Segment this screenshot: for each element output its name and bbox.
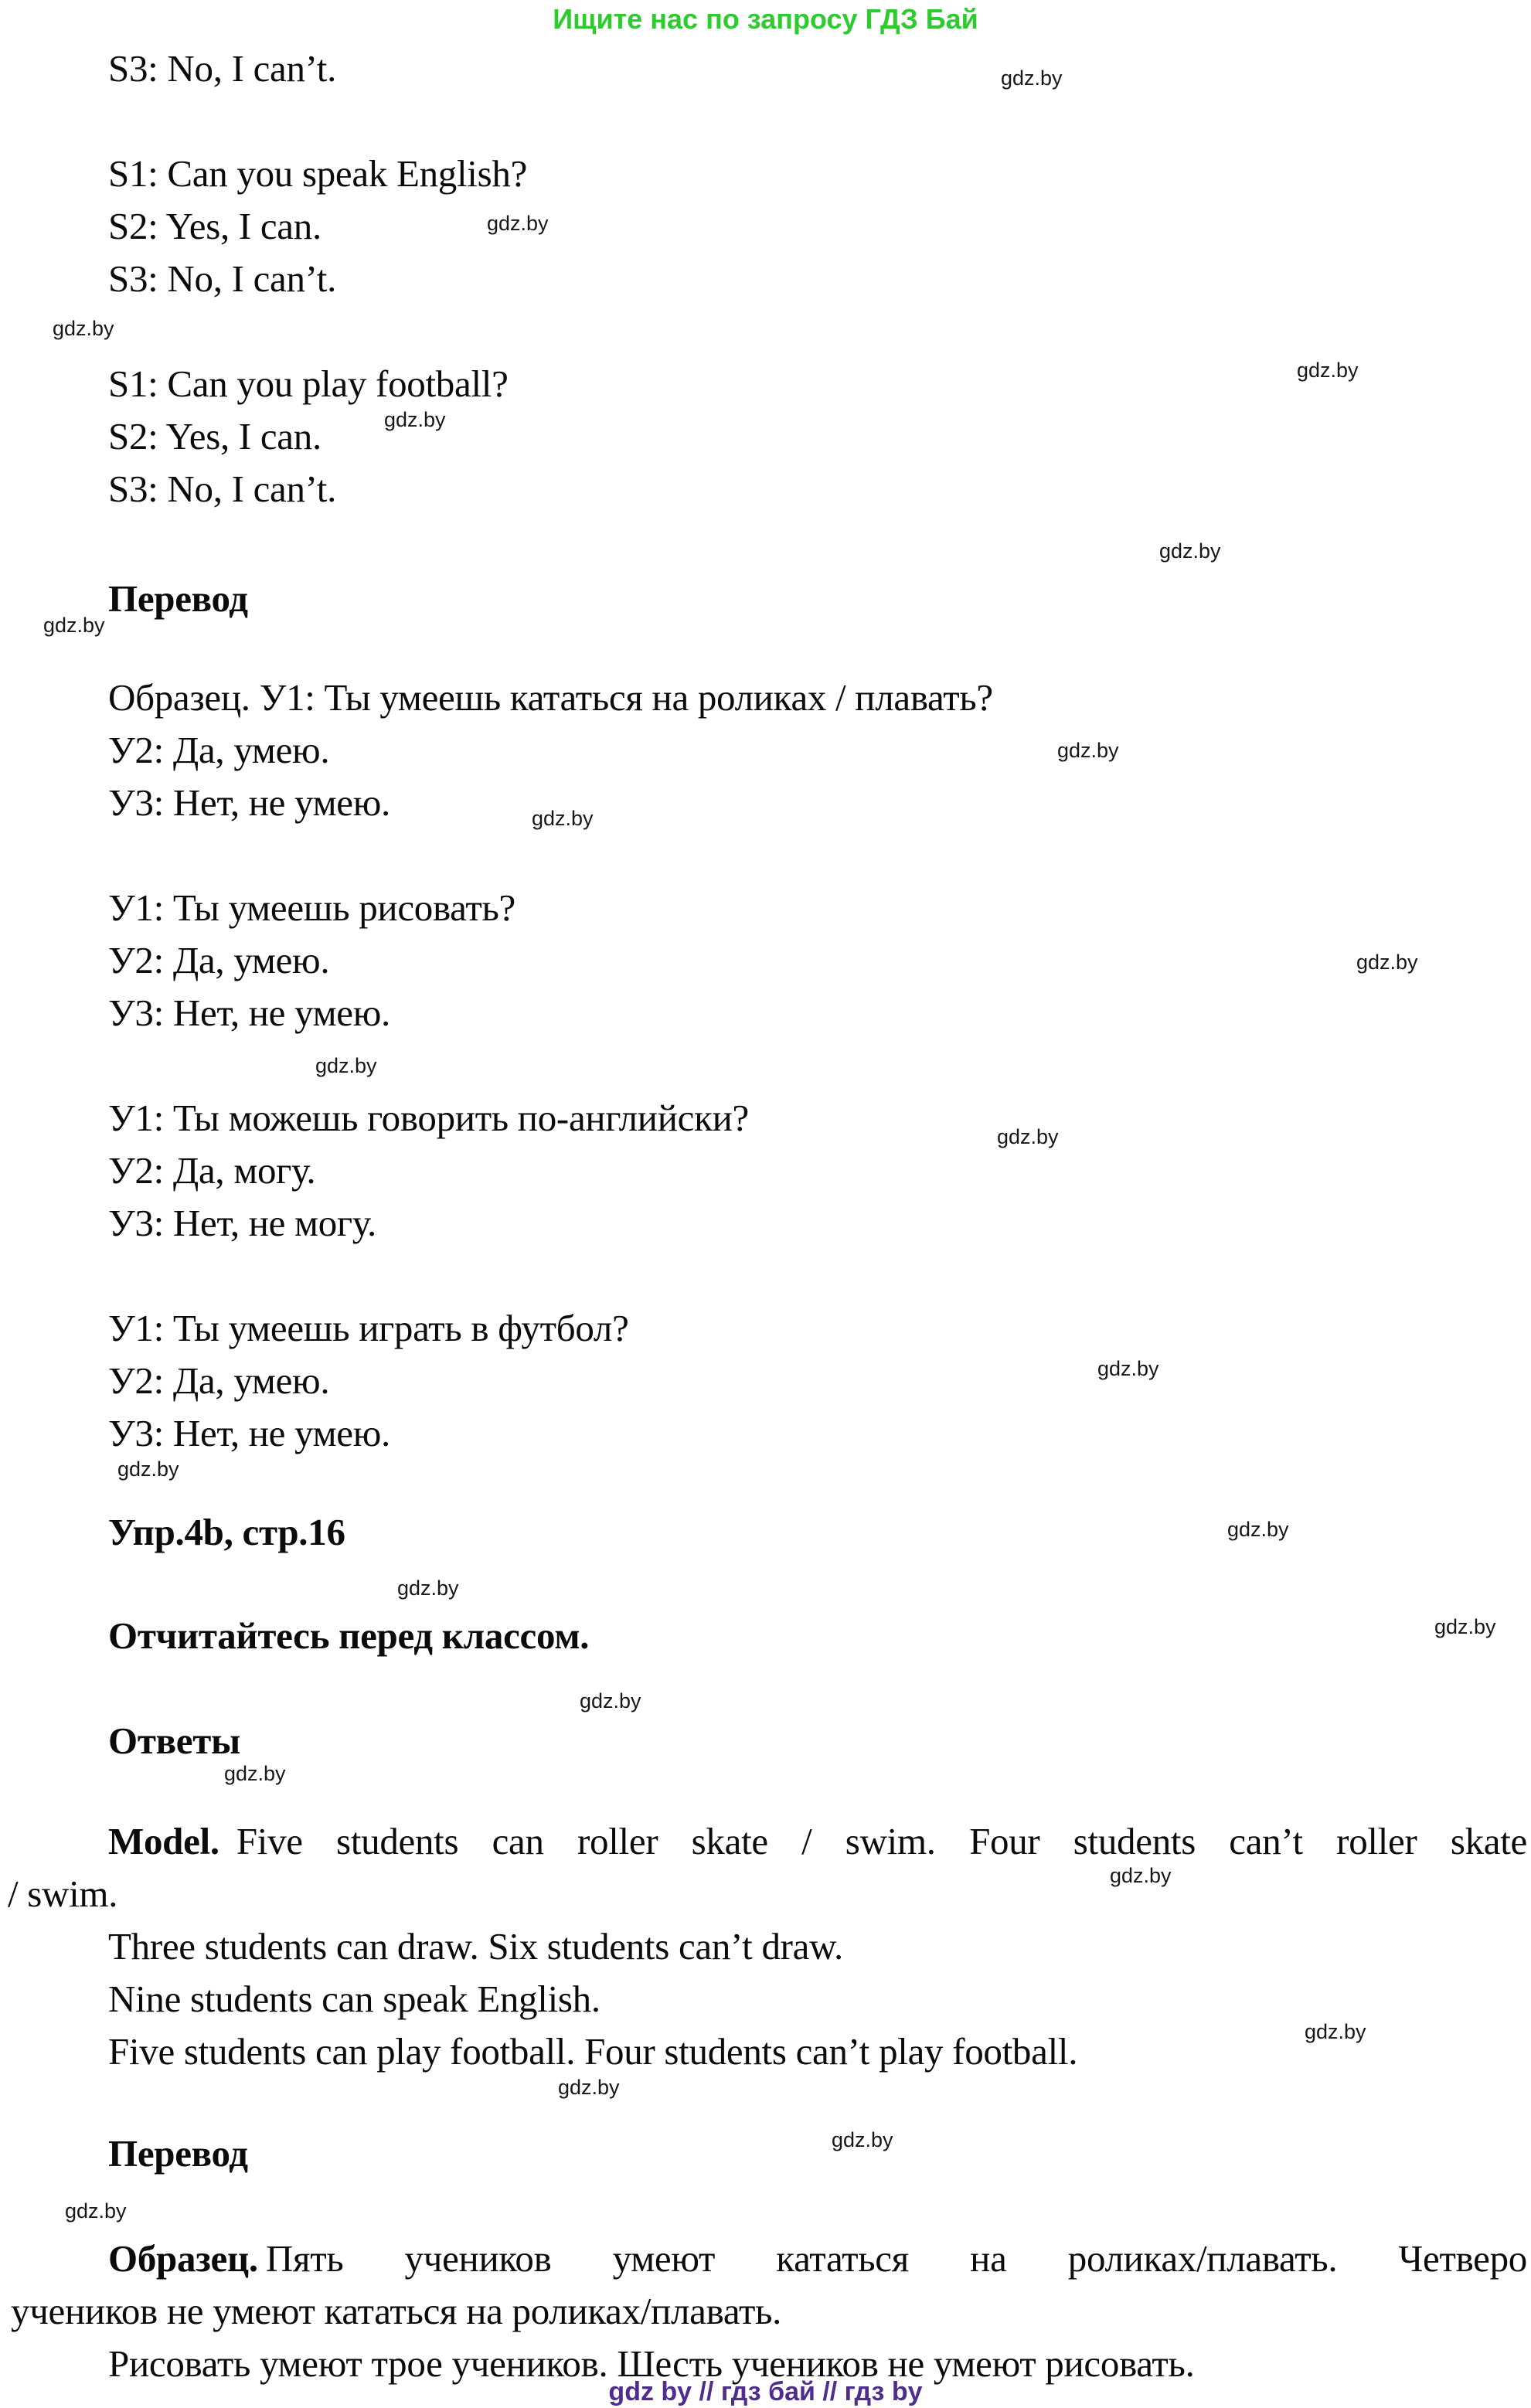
promo-footer-text: gdz by // гдз бай // гдз by bbox=[608, 2377, 923, 2406]
text-line bbox=[108, 1308, 629, 1350]
gdz-watermark: gdz.by bbox=[1305, 2020, 1366, 2043]
text-segment: У3: Нет, не умею. bbox=[108, 781, 391, 824]
text-segment: У3: Нет, не умею. bbox=[108, 991, 391, 1034]
text-segment: Five students can play football. Four students can’t play football. bbox=[108, 2030, 1078, 2073]
text-line bbox=[108, 1978, 600, 2021]
gdz-watermark: gdz.by bbox=[997, 1125, 1059, 1148]
text-line bbox=[108, 730, 329, 772]
text-line bbox=[108, 2133, 248, 2175]
bold-text-segment: Ответы bbox=[108, 1719, 240, 1762]
text-line bbox=[108, 2238, 1527, 2280]
gdz-watermark: gdz.by bbox=[1110, 1864, 1172, 1887]
text-segment: S3: No, I can’t. bbox=[108, 468, 337, 510]
text-segment: У2: Да, могу. bbox=[108, 1149, 316, 1192]
text-line bbox=[108, 1202, 376, 1245]
bold-text-segment: Перевод bbox=[108, 2132, 248, 2175]
gdz-watermark: gdz.by bbox=[397, 1576, 459, 1600]
text-segment: У3: Нет, не умею. bbox=[108, 1412, 391, 1454]
gdz-watermark: gdz.by bbox=[53, 317, 114, 340]
text-line bbox=[11, 2291, 781, 2333]
text-line bbox=[108, 363, 509, 406]
bold-text-segment: Model. bbox=[108, 1820, 219, 1862]
text-segment: У1: Ты можешь говорить по-английски? bbox=[108, 1097, 749, 1139]
text-line bbox=[108, 782, 390, 825]
promo-header-text: Ищите нас по запросу ГДЗ Бай bbox=[553, 3, 978, 35]
text-line bbox=[108, 2031, 1077, 2073]
gdz-watermark: gdz.by bbox=[65, 2199, 127, 2223]
text-segment: учеников не умеют кататься на роликах/плавать. bbox=[11, 2290, 782, 2332]
text-segment: У1: Ты умеешь играть в футбол? bbox=[108, 1307, 629, 1349]
text-line bbox=[108, 1821, 1527, 1863]
gdz-watermark: gdz.by bbox=[580, 1689, 641, 1712]
text-line bbox=[108, 887, 515, 930]
gdz-watermark: gdz.by bbox=[315, 1054, 377, 1077]
text-line bbox=[108, 940, 329, 982]
text-line bbox=[108, 1097, 749, 1140]
text-segment: S3: No, I can’t. bbox=[108, 47, 337, 90]
text-line bbox=[108, 416, 322, 458]
text-segment: Nine students can speak English. bbox=[108, 1978, 600, 2020]
text-segment: У1: Ты умеешь рисовать? bbox=[108, 886, 515, 929]
text-segment: / swim. bbox=[8, 1872, 118, 1915]
bold-text-segment: Упр.4b, стр.16 bbox=[108, 1511, 345, 1553]
text-line bbox=[108, 677, 993, 719]
text-segment: S1: Can you play football? bbox=[108, 362, 509, 405]
text-segment: У2: Да, умею. bbox=[108, 1359, 330, 1402]
text-segment: S1: Can you speak English? bbox=[108, 152, 528, 195]
text-segment: S2: Yes, I can. bbox=[108, 205, 322, 247]
gdz-watermark: gdz.by bbox=[1001, 66, 1063, 90]
text-line bbox=[108, 468, 336, 511]
gdz-watermark: gdz.by bbox=[532, 807, 594, 830]
gdz-watermark: gdz.by bbox=[558, 2076, 620, 2099]
text-segment: Образец. У1: Ты умеешь кататься на роликах / плавать? bbox=[108, 676, 993, 719]
text-segment: У3: Нет, не могу. bbox=[108, 1202, 376, 1244]
text-line bbox=[108, 1926, 843, 1968]
text-line bbox=[108, 206, 322, 248]
gdz-watermark: gdz.by bbox=[1227, 1518, 1289, 1541]
gdz-watermark: gdz.by bbox=[43, 614, 105, 637]
text-segment: S2: Yes, I can. bbox=[108, 415, 322, 457]
gdz-watermark: gdz.by bbox=[1434, 1615, 1496, 1638]
text-line bbox=[108, 153, 527, 196]
gdz-watermark: gdz.by bbox=[1297, 359, 1359, 382]
gdz-watermark: gdz.by bbox=[224, 1762, 286, 1785]
gdz-watermark: gdz.by bbox=[487, 212, 549, 235]
gdz-watermark: gdz.by bbox=[1097, 1357, 1159, 1380]
bold-text-segment: Отчитайтесь перед классом. bbox=[108, 1614, 590, 1657]
text-segment: У2: Да, умею. bbox=[108, 729, 330, 771]
text-line bbox=[108, 48, 336, 90]
gdz-watermark: gdz.by bbox=[384, 408, 446, 431]
text-line bbox=[108, 258, 336, 301]
gdz-watermark: gdz.by bbox=[832, 2128, 893, 2151]
text-segment: Three students can draw. Six students can’t draw. bbox=[108, 1925, 843, 1968]
bold-text-segment: Образец. bbox=[108, 2237, 258, 2280]
text-line bbox=[108, 1615, 589, 1658]
text-line bbox=[108, 1413, 390, 1455]
gdz-watermark: gdz.by bbox=[1356, 951, 1418, 974]
text-line bbox=[108, 578, 248, 621]
text-segment: У2: Да, умею. bbox=[108, 939, 330, 981]
text-segment: S3: No, I can’t. bbox=[108, 257, 337, 300]
gdz-watermark: gdz.by bbox=[1057, 739, 1119, 762]
gdz-watermark: gdz.by bbox=[117, 1457, 179, 1481]
text-segment: Пять учеников умеют кататься на роликах/плавать. Четверо bbox=[265, 2237, 1527, 2280]
text-line bbox=[108, 1720, 240, 1763]
gdz-watermark: gdz.by bbox=[1159, 539, 1221, 563]
text-segment: Рисовать умеют трое учеников. Шесть учеников не умеют рисовать. bbox=[108, 2342, 1195, 2385]
text-line bbox=[108, 992, 390, 1035]
text-segment: Five students can roller skate / swim. Four students can’t roller skate bbox=[236, 1820, 1527, 1862]
text-line bbox=[108, 1512, 345, 1554]
text-line bbox=[8, 1873, 117, 1916]
text-line bbox=[108, 1150, 315, 1192]
bold-text-segment: Перевод bbox=[108, 577, 248, 620]
text-line bbox=[108, 1360, 329, 1403]
